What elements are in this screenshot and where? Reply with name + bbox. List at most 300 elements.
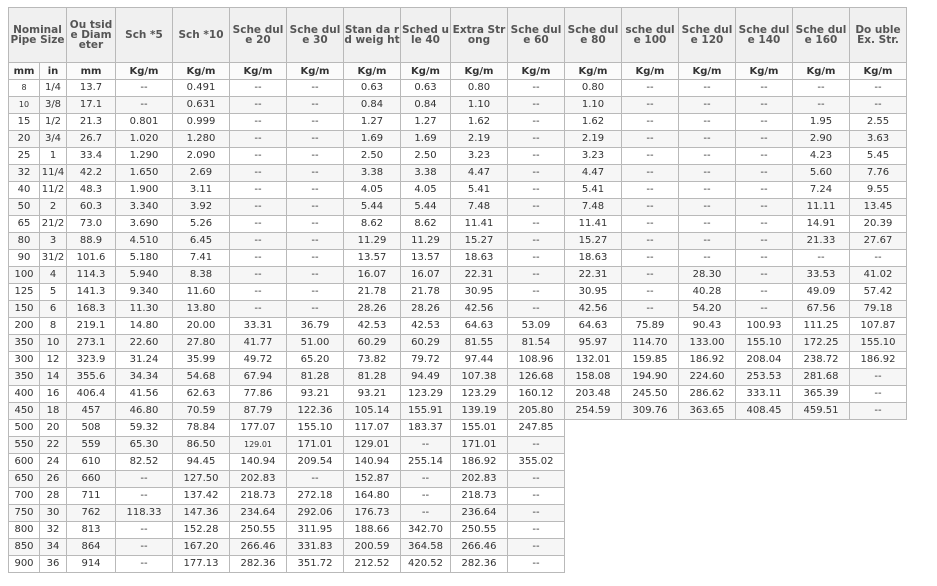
table-cell: 73.82 (344, 352, 401, 369)
table-cell: 4.47 (451, 165, 508, 182)
table-cell: 28.26 (401, 301, 451, 318)
table-cell: 1.10 (451, 97, 508, 114)
table-cell: 13.57 (344, 250, 401, 267)
table-cell: 137.42 (173, 488, 230, 505)
table-cell: 350 (9, 335, 40, 352)
table-cell: 292.06 (287, 505, 344, 522)
table-row (9, 97, 907, 114)
table-cell: 2 (40, 199, 67, 216)
table-cell: 273.1 (67, 335, 116, 352)
table-cell: 70.59 (173, 403, 230, 420)
table-cell: 123.29 (401, 386, 451, 403)
table-cell: -- (116, 80, 173, 97)
table-cell: -- (736, 199, 793, 216)
empty-area (565, 556, 907, 573)
table-cell: 5.940 (116, 267, 173, 284)
table-cell: -- (622, 301, 679, 318)
table-cell: -- (230, 165, 287, 182)
table-cell: 80 (9, 233, 40, 250)
table-cell: 141.3 (67, 284, 116, 301)
table-cell: 13.7 (67, 80, 116, 97)
table-cell: 123.29 (451, 386, 508, 403)
table-cell: -- (230, 199, 287, 216)
table-row (9, 505, 907, 522)
table-cell: 450 (9, 403, 40, 420)
unit-header: Kg/m (116, 63, 173, 80)
table-cell: 81.54 (508, 335, 565, 352)
table-cell: -- (508, 216, 565, 233)
table-cell: -- (401, 488, 451, 505)
table-cell: 15.27 (451, 233, 508, 250)
table-cell: -- (736, 114, 793, 131)
table-cell: 27.80 (173, 335, 230, 352)
table-cell: 1.62 (451, 114, 508, 131)
table-cell: 54.20 (679, 301, 736, 318)
table-cell: 11.29 (401, 233, 451, 250)
table-body (9, 80, 907, 573)
table-cell: 0.631 (173, 97, 230, 114)
table-cell: 3/8 (40, 97, 67, 114)
table-cell: 111.25 (793, 318, 850, 335)
table-cell: 711 (67, 488, 116, 505)
table-cell: 160.12 (508, 386, 565, 403)
table-row (9, 403, 907, 420)
table-cell: 27.67 (850, 233, 907, 250)
table-cell: 53.09 (508, 318, 565, 335)
table-cell: 35.99 (173, 352, 230, 369)
table-cell: 3.63 (850, 131, 907, 148)
table-cell: 188.66 (344, 522, 401, 539)
table-cell: 28 (40, 488, 67, 505)
table-row (9, 216, 907, 233)
table-cell: -- (679, 114, 736, 131)
table-row (9, 386, 907, 403)
table-cell: 11.60 (173, 284, 230, 301)
table-cell: 33.31 (230, 318, 287, 335)
table-cell: -- (508, 80, 565, 97)
table-cell: 10 (40, 335, 67, 352)
table-cell: 5.44 (344, 199, 401, 216)
table-cell: 90.43 (679, 318, 736, 335)
table-cell: 11.41 (565, 216, 622, 233)
table-cell: 155.10 (850, 335, 907, 352)
table-cell: 9.340 (116, 284, 173, 301)
table-cell: 90 (9, 250, 40, 267)
table-cell: -- (287, 267, 344, 284)
table-cell: 171.01 (451, 437, 508, 454)
table-cell: 8 (40, 318, 67, 335)
table-cell: -- (116, 471, 173, 488)
table-cell: -- (622, 216, 679, 233)
table-cell: 30.95 (565, 284, 622, 301)
table-cell: -- (508, 301, 565, 318)
table-cell: 286.62 (679, 386, 736, 403)
table-cell: 16 (40, 386, 67, 403)
table-cell: -- (230, 284, 287, 301)
table-cell: 36 (40, 556, 67, 573)
table-row (9, 488, 907, 505)
table-cell: 800 (9, 522, 40, 539)
table-cell: -- (622, 267, 679, 284)
table-cell: 186.92 (679, 352, 736, 369)
table-cell: 255.14 (401, 454, 451, 471)
unit-header: Kg/m (736, 63, 793, 80)
table-cell: 1.62 (565, 114, 622, 131)
table-cell: 95.97 (565, 335, 622, 352)
table-cell: 18 (40, 403, 67, 420)
table-cell: -- (116, 522, 173, 539)
table-cell: -- (736, 284, 793, 301)
table-cell: -- (508, 199, 565, 216)
table-cell: 186.92 (451, 454, 508, 471)
table-cell: 2.55 (850, 114, 907, 131)
table-cell: 20.00 (173, 318, 230, 335)
table-cell: 0.999 (173, 114, 230, 131)
table-cell: 94.45 (173, 454, 230, 471)
table-cell: -- (116, 556, 173, 573)
table-row (9, 165, 907, 182)
table-row (9, 148, 907, 165)
table-cell: 914 (67, 556, 116, 573)
table-row (9, 284, 907, 301)
table-cell: 8.38 (173, 267, 230, 284)
table-cell: 42.56 (565, 301, 622, 318)
table-cell: -- (736, 216, 793, 233)
table-cell: 500 (9, 420, 40, 437)
table-cell: 28.26 (344, 301, 401, 318)
table-cell: 0.801 (116, 114, 173, 131)
unit-header: Kg/m (401, 63, 451, 80)
table-row (9, 267, 907, 284)
table-cell: 122.36 (287, 403, 344, 420)
table-cell: 5.41 (451, 182, 508, 199)
table-cell: 129.01 (230, 437, 287, 454)
table-cell: 3 (40, 233, 67, 250)
table-cell: 155.10 (736, 335, 793, 352)
table-cell: 126.68 (508, 369, 565, 386)
empty-area (565, 454, 907, 471)
table-cell: 140.94 (230, 454, 287, 471)
table-cell: 850 (9, 539, 40, 556)
table-cell: 750 (9, 505, 40, 522)
table-cell: 266.46 (451, 539, 508, 556)
table-cell: -- (622, 199, 679, 216)
table-cell: -- (508, 437, 565, 454)
table-cell: 10 (9, 97, 40, 114)
table-cell: 65.20 (287, 352, 344, 369)
table-cell: 127.50 (173, 471, 230, 488)
table-cell: 183.37 (401, 420, 451, 437)
table-cell: 7.48 (451, 199, 508, 216)
table-cell: 34.34 (116, 369, 173, 386)
table-cell: 30.95 (451, 284, 508, 301)
table-cell: 1.280 (173, 131, 230, 148)
table-cell: 4.47 (565, 165, 622, 182)
table-cell: -- (622, 233, 679, 250)
table-cell: 25 (9, 148, 40, 165)
table-cell: -- (508, 522, 565, 539)
table-cell: -- (287, 114, 344, 131)
table-row (9, 233, 907, 250)
table-cell: 41.77 (230, 335, 287, 352)
table-cell: -- (230, 97, 287, 114)
table-cell: -- (736, 301, 793, 318)
table-cell: 0.491 (173, 80, 230, 97)
table-cell: -- (679, 199, 736, 216)
column-header: Nominal Pipe Size (9, 8, 67, 63)
table-cell: 2.90 (793, 131, 850, 148)
table-cell: 79.72 (401, 352, 451, 369)
column-header: Sche dule 60 (508, 8, 565, 63)
table-cell: 42.56 (451, 301, 508, 318)
table-cell: 125 (9, 284, 40, 301)
table-cell: 6.45 (173, 233, 230, 250)
table-cell: -- (679, 80, 736, 97)
table-cell: -- (850, 369, 907, 386)
column-header: Sche dule 120 (679, 8, 736, 63)
table-cell: 202.83 (451, 471, 508, 488)
table-cell: 4 (40, 267, 67, 284)
table-cell: 400 (9, 386, 40, 403)
unit-header: Kg/m (565, 63, 622, 80)
table-cell: 610 (67, 454, 116, 471)
table-cell: 8.62 (401, 216, 451, 233)
table-cell: -- (287, 131, 344, 148)
table-row (9, 420, 907, 437)
table-cell: -- (230, 250, 287, 267)
table-cell: 65.30 (116, 437, 173, 454)
table-cell: 1 (40, 148, 67, 165)
table-cell: -- (508, 488, 565, 505)
table-cell: 203.48 (565, 386, 622, 403)
table-cell: 97.44 (451, 352, 508, 369)
column-header: Sched ule 40 (401, 8, 451, 63)
table-cell: 81.28 (287, 369, 344, 386)
table-cell: 14.80 (116, 318, 173, 335)
table-cell: 254.59 (565, 403, 622, 420)
table-cell: 159.85 (622, 352, 679, 369)
column-header: Ou tside Diam eter (67, 8, 116, 63)
table-cell: -- (679, 182, 736, 199)
table-cell: 253.53 (736, 369, 793, 386)
table-cell: 13.57 (401, 250, 451, 267)
table-cell: 36.79 (287, 318, 344, 335)
table-cell: 62.63 (173, 386, 230, 403)
table-cell: -- (736, 233, 793, 250)
table-cell: -- (287, 250, 344, 267)
table-cell: -- (230, 131, 287, 148)
table-cell: 3/4 (40, 131, 67, 148)
table-cell: 5.45 (850, 148, 907, 165)
table-cell: -- (230, 301, 287, 318)
table-cell: 2.69 (173, 165, 230, 182)
table-cell: -- (736, 148, 793, 165)
table-cell: 155.01 (451, 420, 508, 437)
table-cell: 342.70 (401, 522, 451, 539)
table-cell: 5 (40, 284, 67, 301)
table-cell: -- (736, 182, 793, 199)
table-cell: 1.650 (116, 165, 173, 182)
table-cell: -- (508, 556, 565, 573)
table-cell: -- (508, 539, 565, 556)
table-cell: 147.36 (173, 505, 230, 522)
table-cell: 41.56 (116, 386, 173, 403)
table-cell: -- (401, 437, 451, 454)
table-cell: 7.41 (173, 250, 230, 267)
table-cell: 155.91 (401, 403, 451, 420)
table-cell: -- (508, 114, 565, 131)
table-cell: -- (736, 165, 793, 182)
table-cell: -- (230, 216, 287, 233)
table-cell: -- (508, 233, 565, 250)
table-cell: -- (508, 250, 565, 267)
table-cell: 0.84 (401, 97, 451, 114)
table-cell: 0.63 (344, 80, 401, 97)
empty-area (565, 539, 907, 556)
table-cell: 65 (9, 216, 40, 233)
table-cell: -- (508, 267, 565, 284)
unit-header: mm (67, 63, 116, 80)
table-cell: 60.29 (344, 335, 401, 352)
pipe-weight-table-container (8, 7, 907, 573)
table-cell: -- (508, 471, 565, 488)
column-header: Sch *10 (173, 8, 230, 63)
table-cell: 51.00 (287, 335, 344, 352)
table-cell: 218.73 (230, 488, 287, 505)
table-row (9, 471, 907, 488)
table-cell: -- (508, 131, 565, 148)
table-cell: -- (287, 233, 344, 250)
table-cell: 117.07 (344, 420, 401, 437)
unit-header: Kg/m (451, 63, 508, 80)
table-cell: 22.31 (451, 267, 508, 284)
table-cell: 28.30 (679, 267, 736, 284)
table-cell: 57.42 (850, 284, 907, 301)
table-cell: 42.2 (67, 165, 116, 182)
table-cell: 41.02 (850, 267, 907, 284)
table-cell: 550 (9, 437, 40, 454)
table-cell: 33.53 (793, 267, 850, 284)
table-cell: 208.04 (736, 352, 793, 369)
table-row (9, 131, 907, 148)
table-cell: 17.1 (67, 97, 116, 114)
table-cell: 158.08 (565, 369, 622, 386)
table-cell: 309.76 (622, 403, 679, 420)
table-cell: 164.80 (344, 488, 401, 505)
table-cell: 22.60 (116, 335, 173, 352)
table-cell: 2.50 (344, 148, 401, 165)
table-cell: 457 (67, 403, 116, 420)
table-cell: 660 (67, 471, 116, 488)
table-cell: 108.96 (508, 352, 565, 369)
table-cell: 46.80 (116, 403, 173, 420)
table-cell: 11.11 (793, 199, 850, 216)
table-cell: 234.64 (230, 505, 287, 522)
table-cell: 559 (67, 437, 116, 454)
table-cell: 364.58 (401, 539, 451, 556)
table-row (9, 369, 907, 386)
table-cell: 31/2 (40, 250, 67, 267)
table-cell: 200 (9, 318, 40, 335)
table-cell: 155.10 (287, 420, 344, 437)
table-cell: -- (850, 386, 907, 403)
table-cell: 3.38 (344, 165, 401, 182)
table-cell: 3.92 (173, 199, 230, 216)
table-cell: -- (679, 233, 736, 250)
table-cell: 87.79 (230, 403, 287, 420)
table-cell: 88.9 (67, 233, 116, 250)
table-cell: -- (850, 403, 907, 420)
table-cell: 8 (9, 80, 40, 97)
table-cell: 1.95 (793, 114, 850, 131)
table-cell: 59.32 (116, 420, 173, 437)
table-cell: 139.19 (451, 403, 508, 420)
table-cell: 3.11 (173, 182, 230, 199)
table-cell: 167.20 (173, 539, 230, 556)
table-cell: 900 (9, 556, 40, 573)
table-cell: -- (622, 131, 679, 148)
table-cell: -- (287, 301, 344, 318)
table-cell: 60.3 (67, 199, 116, 216)
table-cell: 3.38 (401, 165, 451, 182)
table-cell: 13.45 (850, 199, 907, 216)
table-cell: 11/2 (40, 182, 67, 199)
table-row (9, 454, 907, 471)
table-cell: 20 (9, 131, 40, 148)
table-cell: 224.60 (679, 369, 736, 386)
table-cell: -- (679, 250, 736, 267)
table-cell: 81.55 (451, 335, 508, 352)
table-cell: 1.27 (401, 114, 451, 131)
table-cell: 16.07 (401, 267, 451, 284)
table-cell: 14 (40, 369, 67, 386)
table-cell: 406.4 (67, 386, 116, 403)
table-cell: 300 (9, 352, 40, 369)
table-cell: 1/2 (40, 114, 67, 131)
table-cell: 21.33 (793, 233, 850, 250)
table-cell: -- (508, 165, 565, 182)
unit-header: in (40, 63, 67, 80)
table-cell: 26.7 (67, 131, 116, 148)
unit-header: Kg/m (679, 63, 736, 80)
table-cell: 33.4 (67, 148, 116, 165)
table-cell: 105.14 (344, 403, 401, 420)
unit-header: Kg/m (850, 63, 907, 80)
table-cell: -- (622, 284, 679, 301)
table-cell: -- (679, 216, 736, 233)
table-cell: 11.41 (451, 216, 508, 233)
table-cell: 93.21 (344, 386, 401, 403)
column-header: Extra Str ong (451, 8, 508, 63)
pipe-weight-table (8, 7, 907, 573)
table-cell: 350 (9, 369, 40, 386)
table-cell: -- (230, 114, 287, 131)
table-cell: 18.63 (451, 250, 508, 267)
table-cell: 172.25 (793, 335, 850, 352)
table-cell: -- (793, 250, 850, 267)
table-row (9, 335, 907, 352)
table-cell: 11.30 (116, 301, 173, 318)
table-cell: -- (508, 284, 565, 301)
column-header: Sche dule 30 (287, 8, 344, 63)
column-header: Sche dule 20 (230, 8, 287, 63)
table-cell: 93.21 (287, 386, 344, 403)
table-cell: 238.72 (793, 352, 850, 369)
unit-header: Kg/m (508, 63, 565, 80)
table-cell: 5.60 (793, 165, 850, 182)
empty-area (565, 505, 907, 522)
table-cell: 245.50 (622, 386, 679, 403)
